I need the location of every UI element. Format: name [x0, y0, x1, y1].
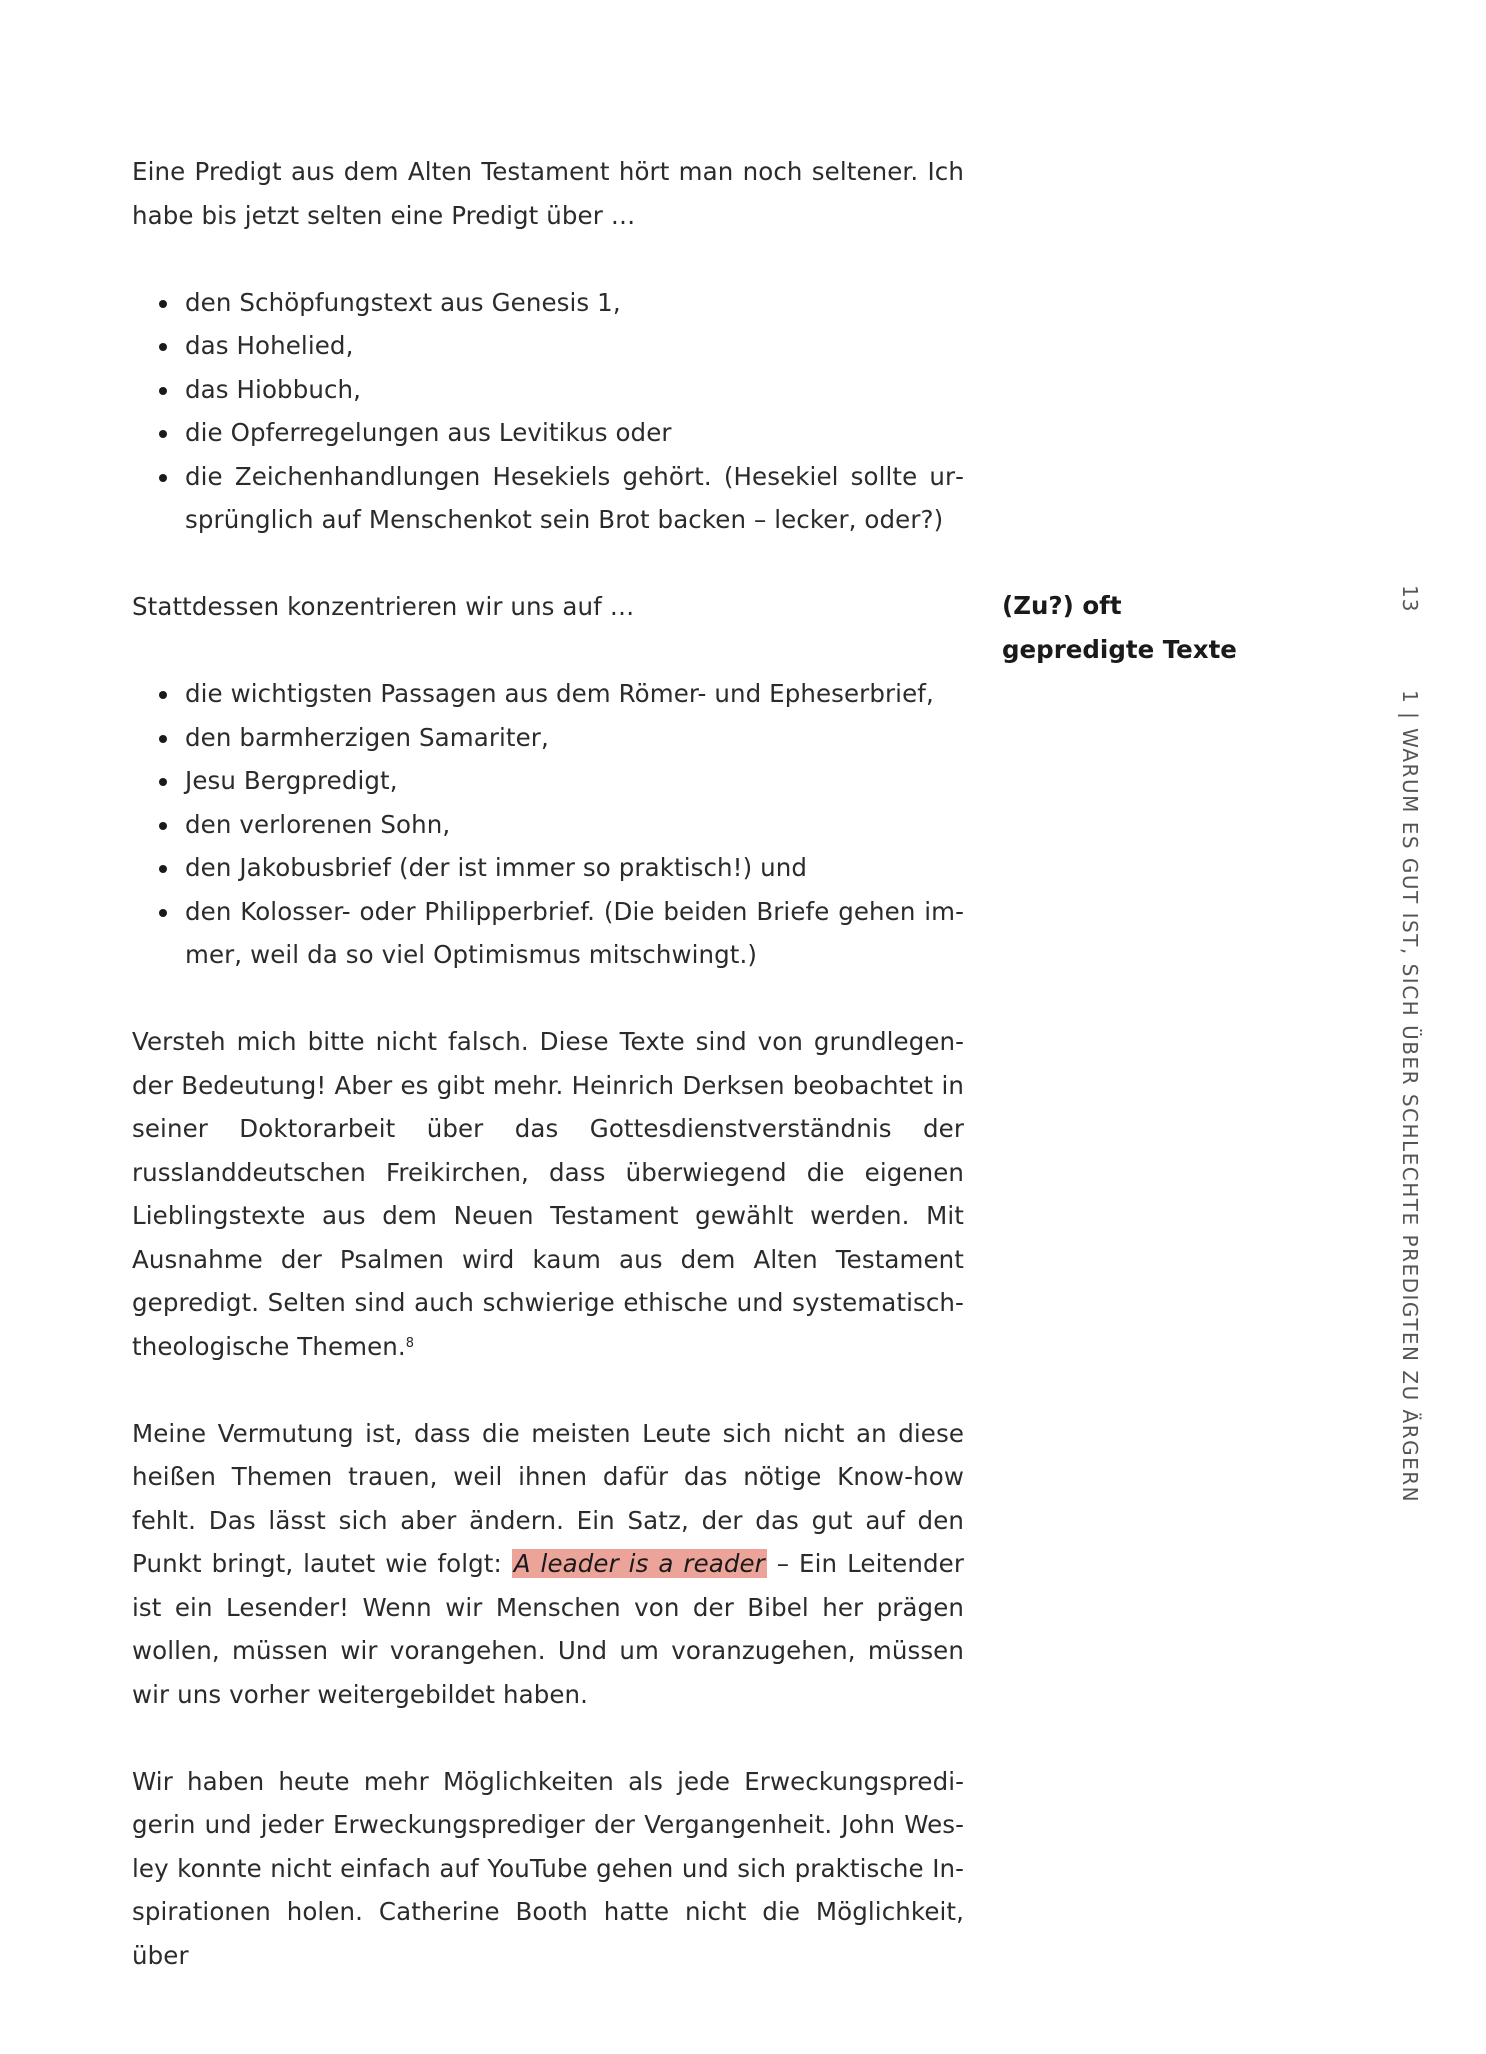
paragraph-misunderstand: [132, 1020, 964, 1368]
bulleted-list-rare-texts: [132, 281, 964, 542]
list-item: das Hohelied,: [132, 324, 964, 368]
list-item: den barmherzigen Samariter,: [132, 716, 964, 760]
paragraph-old-testament: Eine Predigt aus dem Alten Testament hört man noch seltener. Ich habe bis jetzt selten eine Predigt über …: [132, 157, 964, 230]
margin-note: [1002, 584, 1282, 671]
paragraph-gap: [132, 1716, 964, 1760]
paragraph-gap: [132, 629, 964, 673]
margin-note-line: (Zu?) oft: [1002, 591, 1122, 620]
page-number: 13: [1398, 585, 1422, 613]
paragraph-text: Versteh mich bitte nicht falsch. Diese Texte sind von grundlegender Bedeutung! Aber es gibt mehr. Heinrich Derksen beobachtet in seiner Doktorarbeit über das Gottesdienstverständnis der russlanddeutschen Freikirchen, dass überwiegend die eigenen Lieblingstexte aus dem Neuen Testament gewählt werden. Mit Ausnahme der Psalmen wird kaum aus dem Alten Testament gepredigt. Selten sind auch schwierige ethische und systematisch-theologische Themen.: [132, 1027, 964, 1361]
footnote-marker[interactable]: 8: [405, 1336, 415, 1352]
paragraph-text: – Ein Leitender ist ein Lesender! Wenn wir Menschen von der Bibel her prägen wollen, müssen wir vorangehen. Und um voranzugehen, müssen wir uns vorher weitergebildet haben.: [132, 1549, 964, 1709]
paragraph-gap: [132, 1368, 964, 1412]
main-text-column: [132, 150, 964, 1977]
list-item: das Hiobbuch,: [132, 368, 964, 412]
list-item: Jesu Bergpredigt,: [132, 759, 964, 803]
paragraph-instead: Stattdessen konzentrieren wir uns auf …: [132, 592, 635, 621]
highlighted-quote: A leader is a reader: [513, 1549, 765, 1578]
paragraph-text: Meine Vermutung ist, dass die meisten Leute sich nicht an diese heißen Themen trauen, weil ihnen dafür das nötige Know-how fehlt. Das lässt sich aber ändern. Ein Satz, der das gut auf den Punkt bringt, lautet wie folgt:: [132, 1418, 964, 1578]
paragraph-gap: [132, 542, 964, 586]
paragraph-possibilities: Wir haben heute mehr Möglichkeiten als jede Erweckungspredigerin und jeder Erweckungsprediger der Vergangenheit. John Wesley konnte nicht einfach auf YouTube gehen und sich praktische Inspirationen holen. Catherine Booth hatte nicht die Möglichkeit, über: [132, 1766, 964, 1970]
bulleted-list-common-texts: [132, 672, 964, 977]
paragraph-gap: [132, 977, 964, 1021]
list-item: den Schöpfungstext aus Genesis 1,: [132, 281, 964, 325]
list-item: die Opferregelungen aus Levitikus oder: [132, 411, 964, 455]
list-item: den verlorenen Sohn,: [132, 803, 964, 847]
paragraph-gap: [132, 237, 964, 281]
list-item: die Zeichenhandlungen Hesekiels gehört. (Hesekiel sollte ursprünglich auf Menschenkot sein Brot backen – lecker, oder?): [132, 455, 964, 542]
list-item: die wichtigsten Passagen aus dem Römer- und Epheserbrief,: [132, 672, 964, 716]
running-head: 1 | WARUM ES GUT IST, SICH ÜBER SCHLECHTE PREDIGTEN ZU ÄRGERN: [1398, 690, 1422, 1504]
margin-note-line: gepredigte Texte: [1002, 634, 1237, 664]
paragraph-assumption: [132, 1412, 964, 1717]
list-item: den Kolosser- oder Philipperbrief. (Die beiden Briefe gehen immer, weil da so viel Optimismus mitschwingt.): [132, 890, 964, 977]
list-item: den Jakobusbrief (der ist immer so praktisch!) und: [132, 846, 964, 890]
